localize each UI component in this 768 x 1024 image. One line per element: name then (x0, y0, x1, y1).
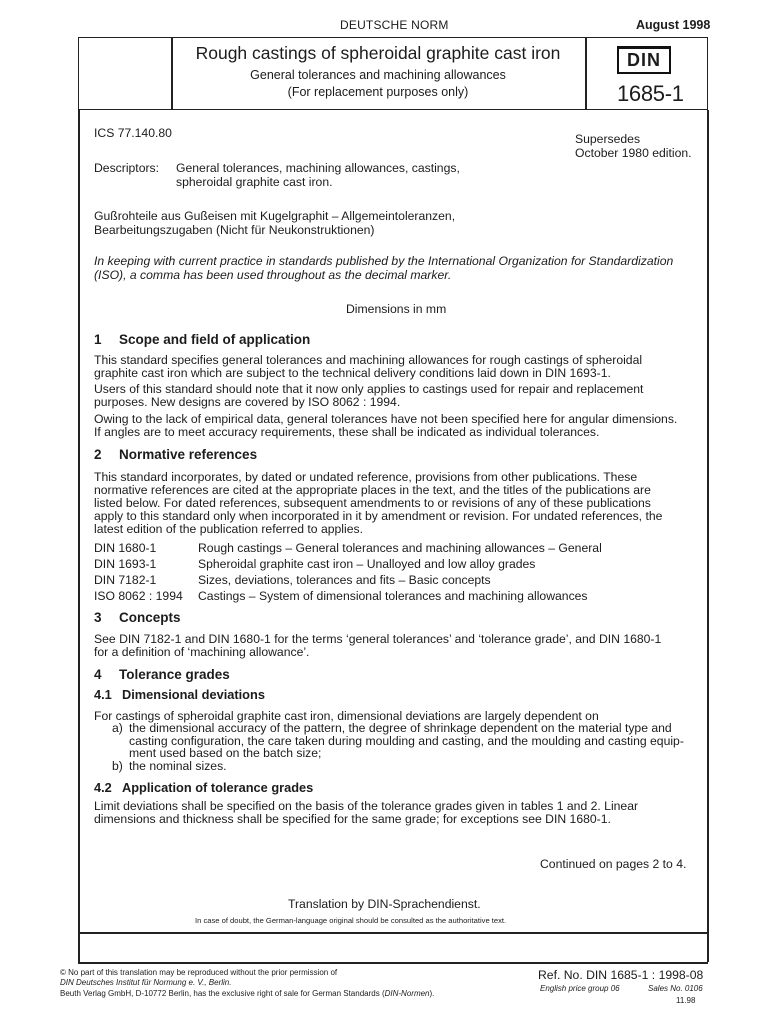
list-marker: a) (112, 721, 123, 735)
frame-bottom-rule (78, 932, 708, 934)
paragraph-line: graphite cast iron which are subject to the technical delivery conditions laid down in DIN 1693-1. (94, 366, 611, 380)
copyright-text: DIN-Normen (384, 989, 430, 998)
paragraph-line: listed below. For dated references, subsequent amendments to or revisions of any of these publications (94, 496, 651, 510)
paragraph-line: This standard specifies general tolerances and machining allowances for rough castings of spheroidal (94, 353, 643, 367)
frame-base-rule (78, 962, 708, 964)
copyright-text: Beuth Verlag GmbH, D-10772 Berlin, has the exclusive right of sale for German Standards ( (60, 989, 385, 998)
sales-number: Sales No. 0106 (648, 984, 703, 993)
paragraph-line: Owing to the lack of empirical data, general tolerances have not been specified here for angular dimensions. (94, 412, 678, 426)
frame-right-rule (707, 110, 709, 962)
reference-title: Spheroidal graphite cast iron – Unalloyed and low alloy grades (198, 557, 536, 571)
standard-label: DEUTSCHE NORM (340, 18, 449, 32)
list-item-line: ment used based on the batch size; (129, 746, 322, 760)
reference-code: DIN 1680-1 (94, 541, 157, 555)
document-subtitle: General tolerances and machining allowances (250, 68, 506, 82)
subsection-title: Application of tolerance grades (122, 780, 314, 795)
section-number: 2 (94, 447, 102, 462)
document-title: Rough castings of spheroidal graphite cast iron (195, 43, 561, 63)
reference-title: Castings – System of dimensional tolerances and machining allowances (198, 589, 588, 603)
paragraph-line: latest edition of the publication referred to applies. (94, 522, 363, 536)
descriptors-line: General tolerances, machining allowances, castings, (176, 161, 460, 175)
german-title: Bearbeitungszugaben (Nicht für Neukonstruktionen) (94, 223, 375, 237)
dimensions-note: Dimensions in mm (346, 302, 447, 316)
paragraph-line: dimensions and thickness shall be specified for the same grade; for exceptions see DIN 1680-1. (94, 812, 611, 826)
price-group: English price group 06 (540, 984, 620, 993)
subsection-4-2-heading (94, 780, 313, 795)
reference-title: Sizes, deviations, tolerances and fits – Basic concepts (198, 573, 491, 587)
document-subtitle-note: (For replacement purposes only) (287, 85, 469, 99)
header-divider-right (585, 37, 587, 110)
reference-code: ISO 8062 : 1994 (94, 589, 183, 603)
section-2-heading (94, 447, 257, 462)
copyright-text: ). (429, 989, 435, 998)
section-title: Scope and field of application (119, 332, 311, 347)
copyright-line (60, 989, 434, 999)
list-item-line: the dimensional accuracy of the pattern, the degree of shrinkage dependent on the material type and (129, 721, 672, 735)
list-marker: b) (112, 759, 123, 773)
section-1-heading (94, 332, 310, 347)
iso-decimal-note: In keeping with current practice in standards published by the International Organization for Standardization (94, 254, 674, 268)
copyright-line: DIN Deutsches Institut für Normung e. V., Berlin. (60, 978, 232, 987)
list-item-line: casting configuration, the care taken during moulding and casting, and the moulding and casting equip- (129, 734, 684, 748)
subsection-number: 4.1 (94, 687, 112, 702)
paragraph-line: This standard incorporates, by dated or undated reference, provisions from other publications. These (94, 470, 638, 484)
issue-date: August 1998 (636, 18, 711, 32)
paragraph-line: for a definition of ‘machining allowance’. (94, 645, 310, 659)
section-title: Concepts (119, 610, 181, 625)
list-item-line: the nominal sizes. (129, 759, 227, 773)
paragraph-line: purposes. New designs are covered by ISO 8062 : 1994. (94, 395, 401, 409)
date-code: 11.98 (676, 996, 696, 1005)
paragraph-line: normative references are cited at the appropriate places in the text, and the titles of the publications are (94, 483, 651, 497)
reference-code: DIN 1693-1 (94, 557, 157, 571)
german-title: Gußrohteile aus Gußeisen mit Kugelgraphit – Allgemeintoleranzen, (94, 209, 456, 223)
section-number: 3 (94, 610, 102, 625)
standard-number: 1685-1 (617, 81, 684, 106)
subsection-4-1-heading (94, 687, 265, 702)
section-number: 1 (94, 332, 102, 347)
supersedes-edition: October 1980 edition. (575, 146, 692, 160)
section-title: Tolerance grades (119, 667, 230, 682)
section-4-heading (94, 667, 230, 682)
translation-credit: Translation by DIN-Sprachendienst. (288, 897, 481, 911)
reference-title: Rough castings – General tolerances and machining allowances – General (198, 541, 602, 555)
reference-code: DIN 7182-1 (94, 573, 157, 587)
descriptors-line: spheroidal graphite cast iron. (176, 175, 333, 189)
subsection-title: Dimensional deviations (122, 687, 265, 702)
paragraph-line: If angles are to meet accuracy requirements, these shall be indicated as individual tolerances. (94, 425, 600, 439)
supersedes-label: Supersedes (575, 132, 641, 146)
copyright-line: © No part of this translation may be reproduced without the prior permission of (60, 968, 338, 977)
continued-note: Continued on pages 2 to 4. (540, 857, 687, 871)
paragraph-line: Users of this standard should note that it now only applies to castings used for repair and replacement (94, 382, 644, 396)
iso-decimal-note: (ISO), a comma has been used throughout as the decimal marker. (94, 268, 452, 282)
subsection-number: 4.2 (94, 780, 112, 795)
paragraph-line: apply to this standard only when incorporated in it by amendment or revision. For undated references, the (94, 509, 663, 523)
paragraph-line: Limit deviations shall be specified on the basis of the tolerance grades given in tables 1 and 2. Linear (94, 799, 639, 813)
descriptors-label: Descriptors: (94, 161, 160, 175)
paragraph-line: For castings of spheroidal graphite cast iron, dimensional deviations are largely dependent on (94, 709, 599, 723)
section-title: Normative references (119, 447, 258, 462)
din-logo: DIN (617, 46, 671, 74)
reference-number: Ref. No. DIN 1685-1 : 1998-08 (538, 968, 704, 982)
paragraph-line: See DIN 7182-1 and DIN 1680-1 for the terms ‘general tolerances’ and ‘tolerance grade’, and DIN 1680-1 (94, 632, 662, 646)
ics-code: ICS 77.140.80 (94, 126, 172, 140)
frame-left-rule (78, 110, 80, 962)
translation-disclaimer: In case of doubt, the German-language original should be consulted as the authoritative text. (195, 916, 507, 925)
section-3-heading (94, 610, 181, 625)
section-number: 4 (94, 667, 102, 682)
